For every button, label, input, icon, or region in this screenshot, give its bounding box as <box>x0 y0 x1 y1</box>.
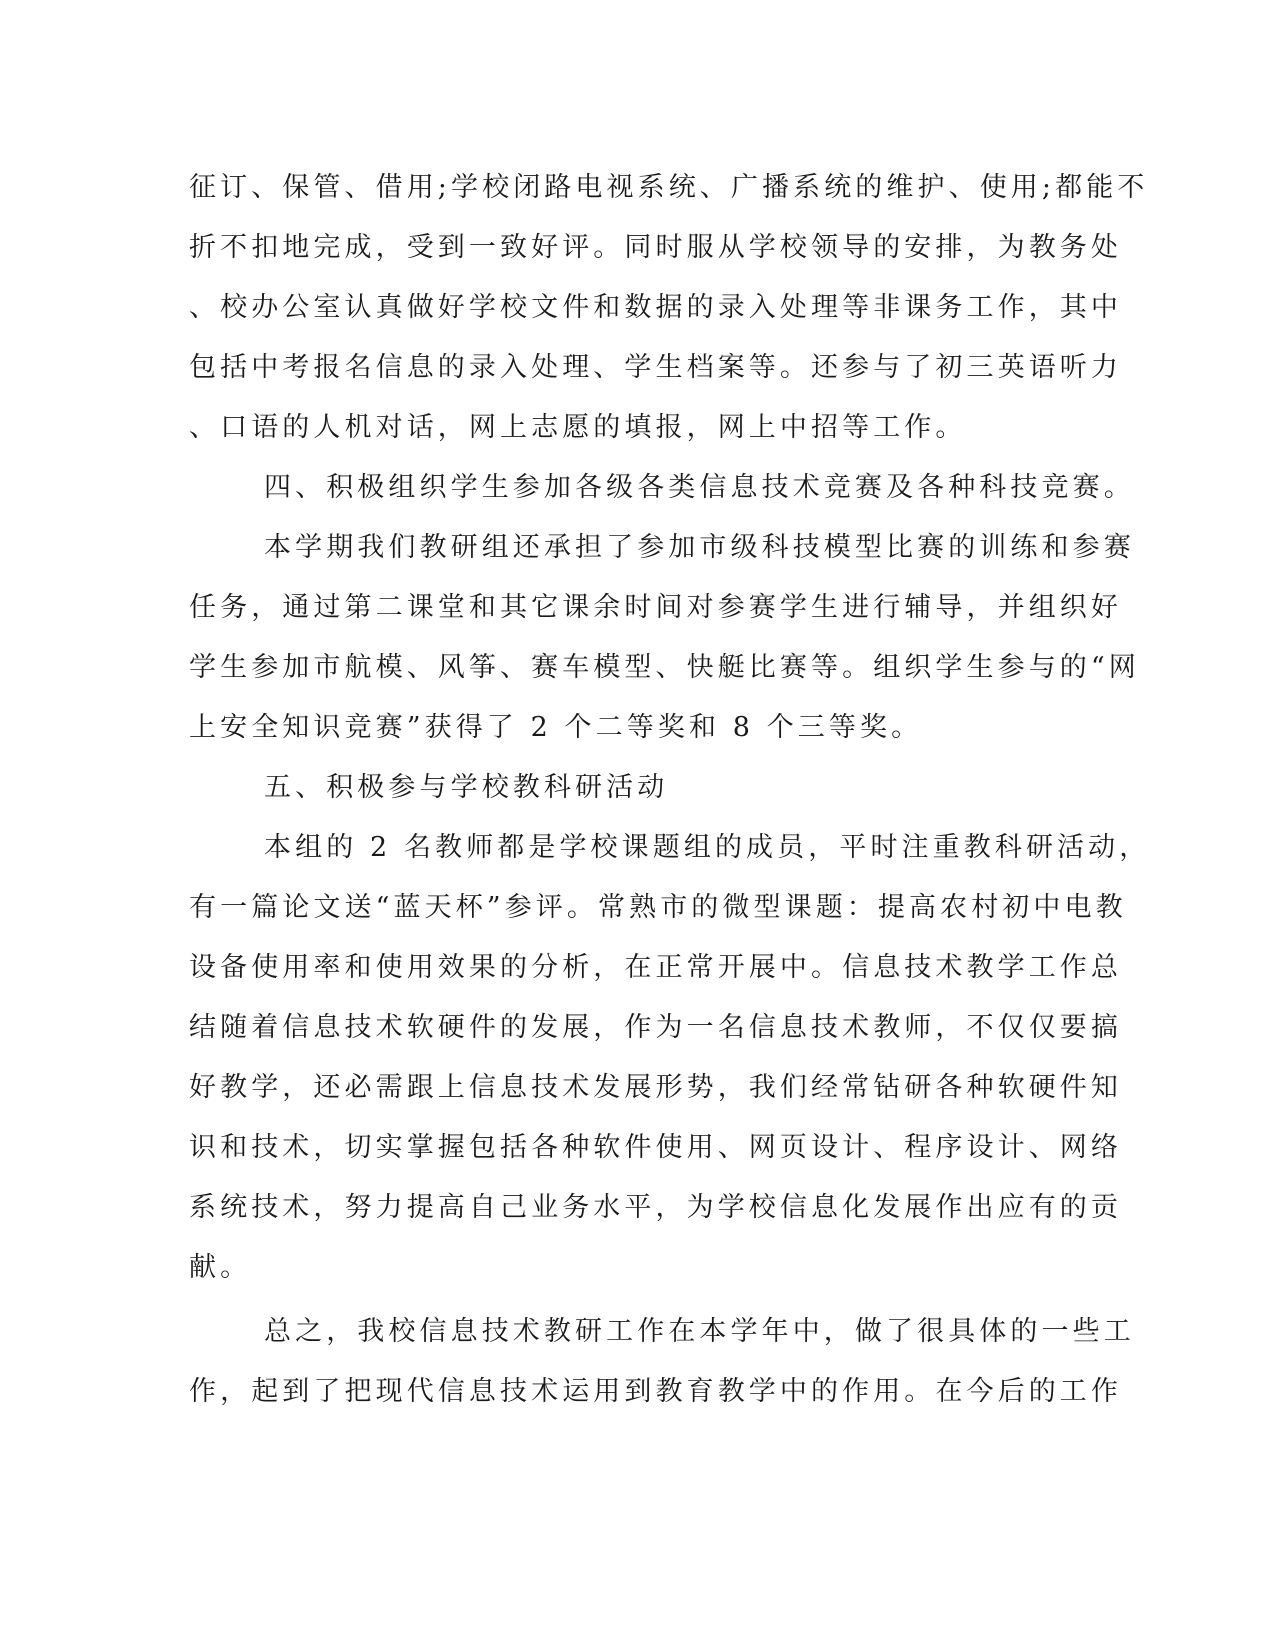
text-line: 征订、保管、借用;学校闭路电视系统、广播系统的维护、使用;都能不 <box>189 172 1149 203</box>
section-heading: 五、积极参与学校教科研活动 <box>264 772 669 803</box>
paragraph-start: 本组的 2 名教师都是学校课题组的成员，平时注重教科研活动， <box>264 832 1151 863</box>
text-line: 献。 <box>189 1252 252 1283</box>
text-line: 有一篇论文送“蓝天杯”参评。常熟市的微型课题：提高农村初中电教 <box>189 892 1127 923</box>
text-line: 、口语的人机对话，网上志愿的填报，网上中招等工作。 <box>189 412 967 443</box>
text-line: 包括中考报名信息的录入处理、学生档案等。还参与了初三英语听力 <box>189 352 1122 383</box>
text-line: 上安全知识竞赛”获得了 2 个二等奖和 8 个三等奖。 <box>189 712 923 743</box>
text-line: 任务，通过第二课堂和其它课余时间对参赛学生进行辅导，并组织好 <box>189 592 1122 623</box>
text-line: 系统技术，努力提高自己业务水平，为学校信息化发展作出应有的贡 <box>189 1192 1122 1223</box>
text-line: 学生参加市航模、风筝、赛车模型、快艇比赛等。组织学生参与的“网 <box>189 652 1140 683</box>
text-line: 识和技术，切实掌握包括各种软件使用、网页设计、程序设计、网络 <box>189 1132 1122 1163</box>
section-heading: 四、积极组织学生参加各级各类信息技术竞赛及各种科技竞赛。 <box>264 472 1135 503</box>
text-line: 好教学，还必需跟上信息技术发展形势，我们经常钻研各种软硬件知 <box>189 1072 1122 1103</box>
text-line: 设备使用率和使用效果的分析，在正常开展中。信息技术教学工作总 <box>189 952 1122 983</box>
paragraph-start: 总之，我校信息技术教研工作在本学年中，做了很具体的一些工 <box>264 1316 1135 1347</box>
text-line: 作，起到了把现代信息技术运用到教育教学中的作用。在今后的工作 <box>189 1376 1122 1407</box>
text-line: 折不扣地完成，受到一致好评。同时服从学校领导的安排，为教务处 <box>189 232 1122 263</box>
text-line: 、校办公室认真做好学校文件和数据的录入处理等非课务工作，其中 <box>189 292 1122 323</box>
document-body <box>189 158 1151 1422</box>
paragraph-start: 本学期我们教研组还承担了参加市级科技模型比赛的训练和参赛 <box>264 532 1135 563</box>
text-line: 结随着信息技术软硬件的发展，作为一名信息技术教师，不仅仅要搞 <box>189 1012 1122 1043</box>
